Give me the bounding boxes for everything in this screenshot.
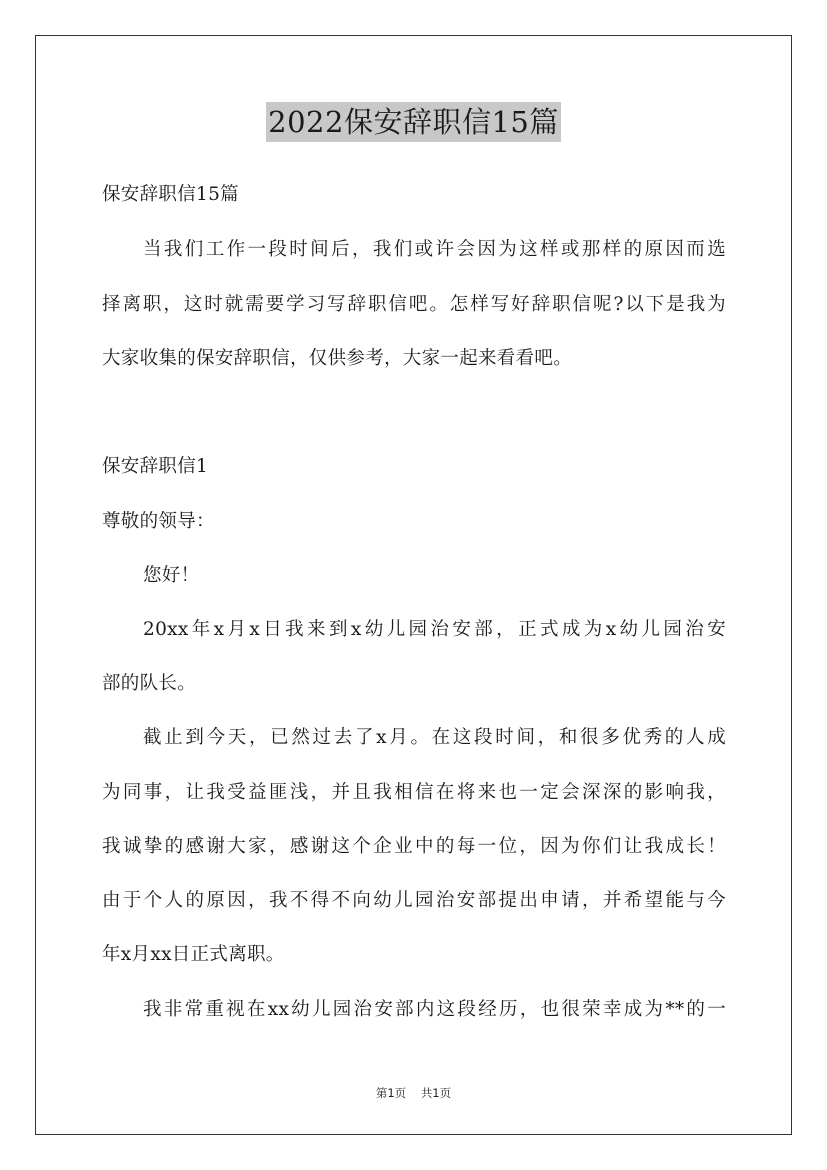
title-wrap — [0, 102, 827, 142]
paragraph-line: 大家收集的保安辞职信，仅供参考，大家一起来看看吧。 — [102, 348, 573, 369]
page-number: 第1页 — [375, 1086, 407, 1100]
document-title: 2022保安辞职信15篇 — [266, 102, 561, 142]
paragraph-line: 截止到今天，已然过去了x月。在这段时间，和很多优秀的人成 — [143, 727, 726, 748]
paragraph-line: 为同事，让我受益匪浅，并且我相信在将来也一定会深深的影响我， — [102, 782, 726, 803]
paragraph-line: 当我们工作一段时间后，我们或许会因为这样或那样的原因而选 — [143, 239, 726, 260]
paragraph-line: 20xx年x月x日我来到x幼儿园治安部，正式成为x幼儿园治安 — [143, 619, 726, 640]
paragraph-line: 择离职，这时就需要学习写辞职信吧。怎样写好辞职信呢?以下是我为 — [102, 294, 726, 315]
page-footer — [0, 1085, 827, 1101]
page-total: 共1页 — [420, 1086, 452, 1100]
paragraph-line: 年x月xx日正式离职。 — [102, 944, 285, 965]
paragraph-line: 部的队长。 — [102, 673, 197, 694]
section-heading: 保安辞职信1 — [102, 456, 209, 477]
paragraph-line: 我非常重视在xx幼儿园治安部内这段经历，也很荣幸成为**的一 — [143, 999, 726, 1020]
subtitle-line: 保安辞职信15篇 — [102, 184, 239, 205]
greeting: 您好！ — [143, 565, 200, 586]
paragraph-line: 我诚挚的感谢大家，感谢这个企业中的每一位，因为你们让我成长！ — [102, 836, 726, 857]
paragraph-line: 由于个人的原因，我不得不向幼儿园治安部提出申请，并希望能与今 — [102, 890, 726, 911]
salutation: 尊敬的领导： — [102, 511, 215, 532]
